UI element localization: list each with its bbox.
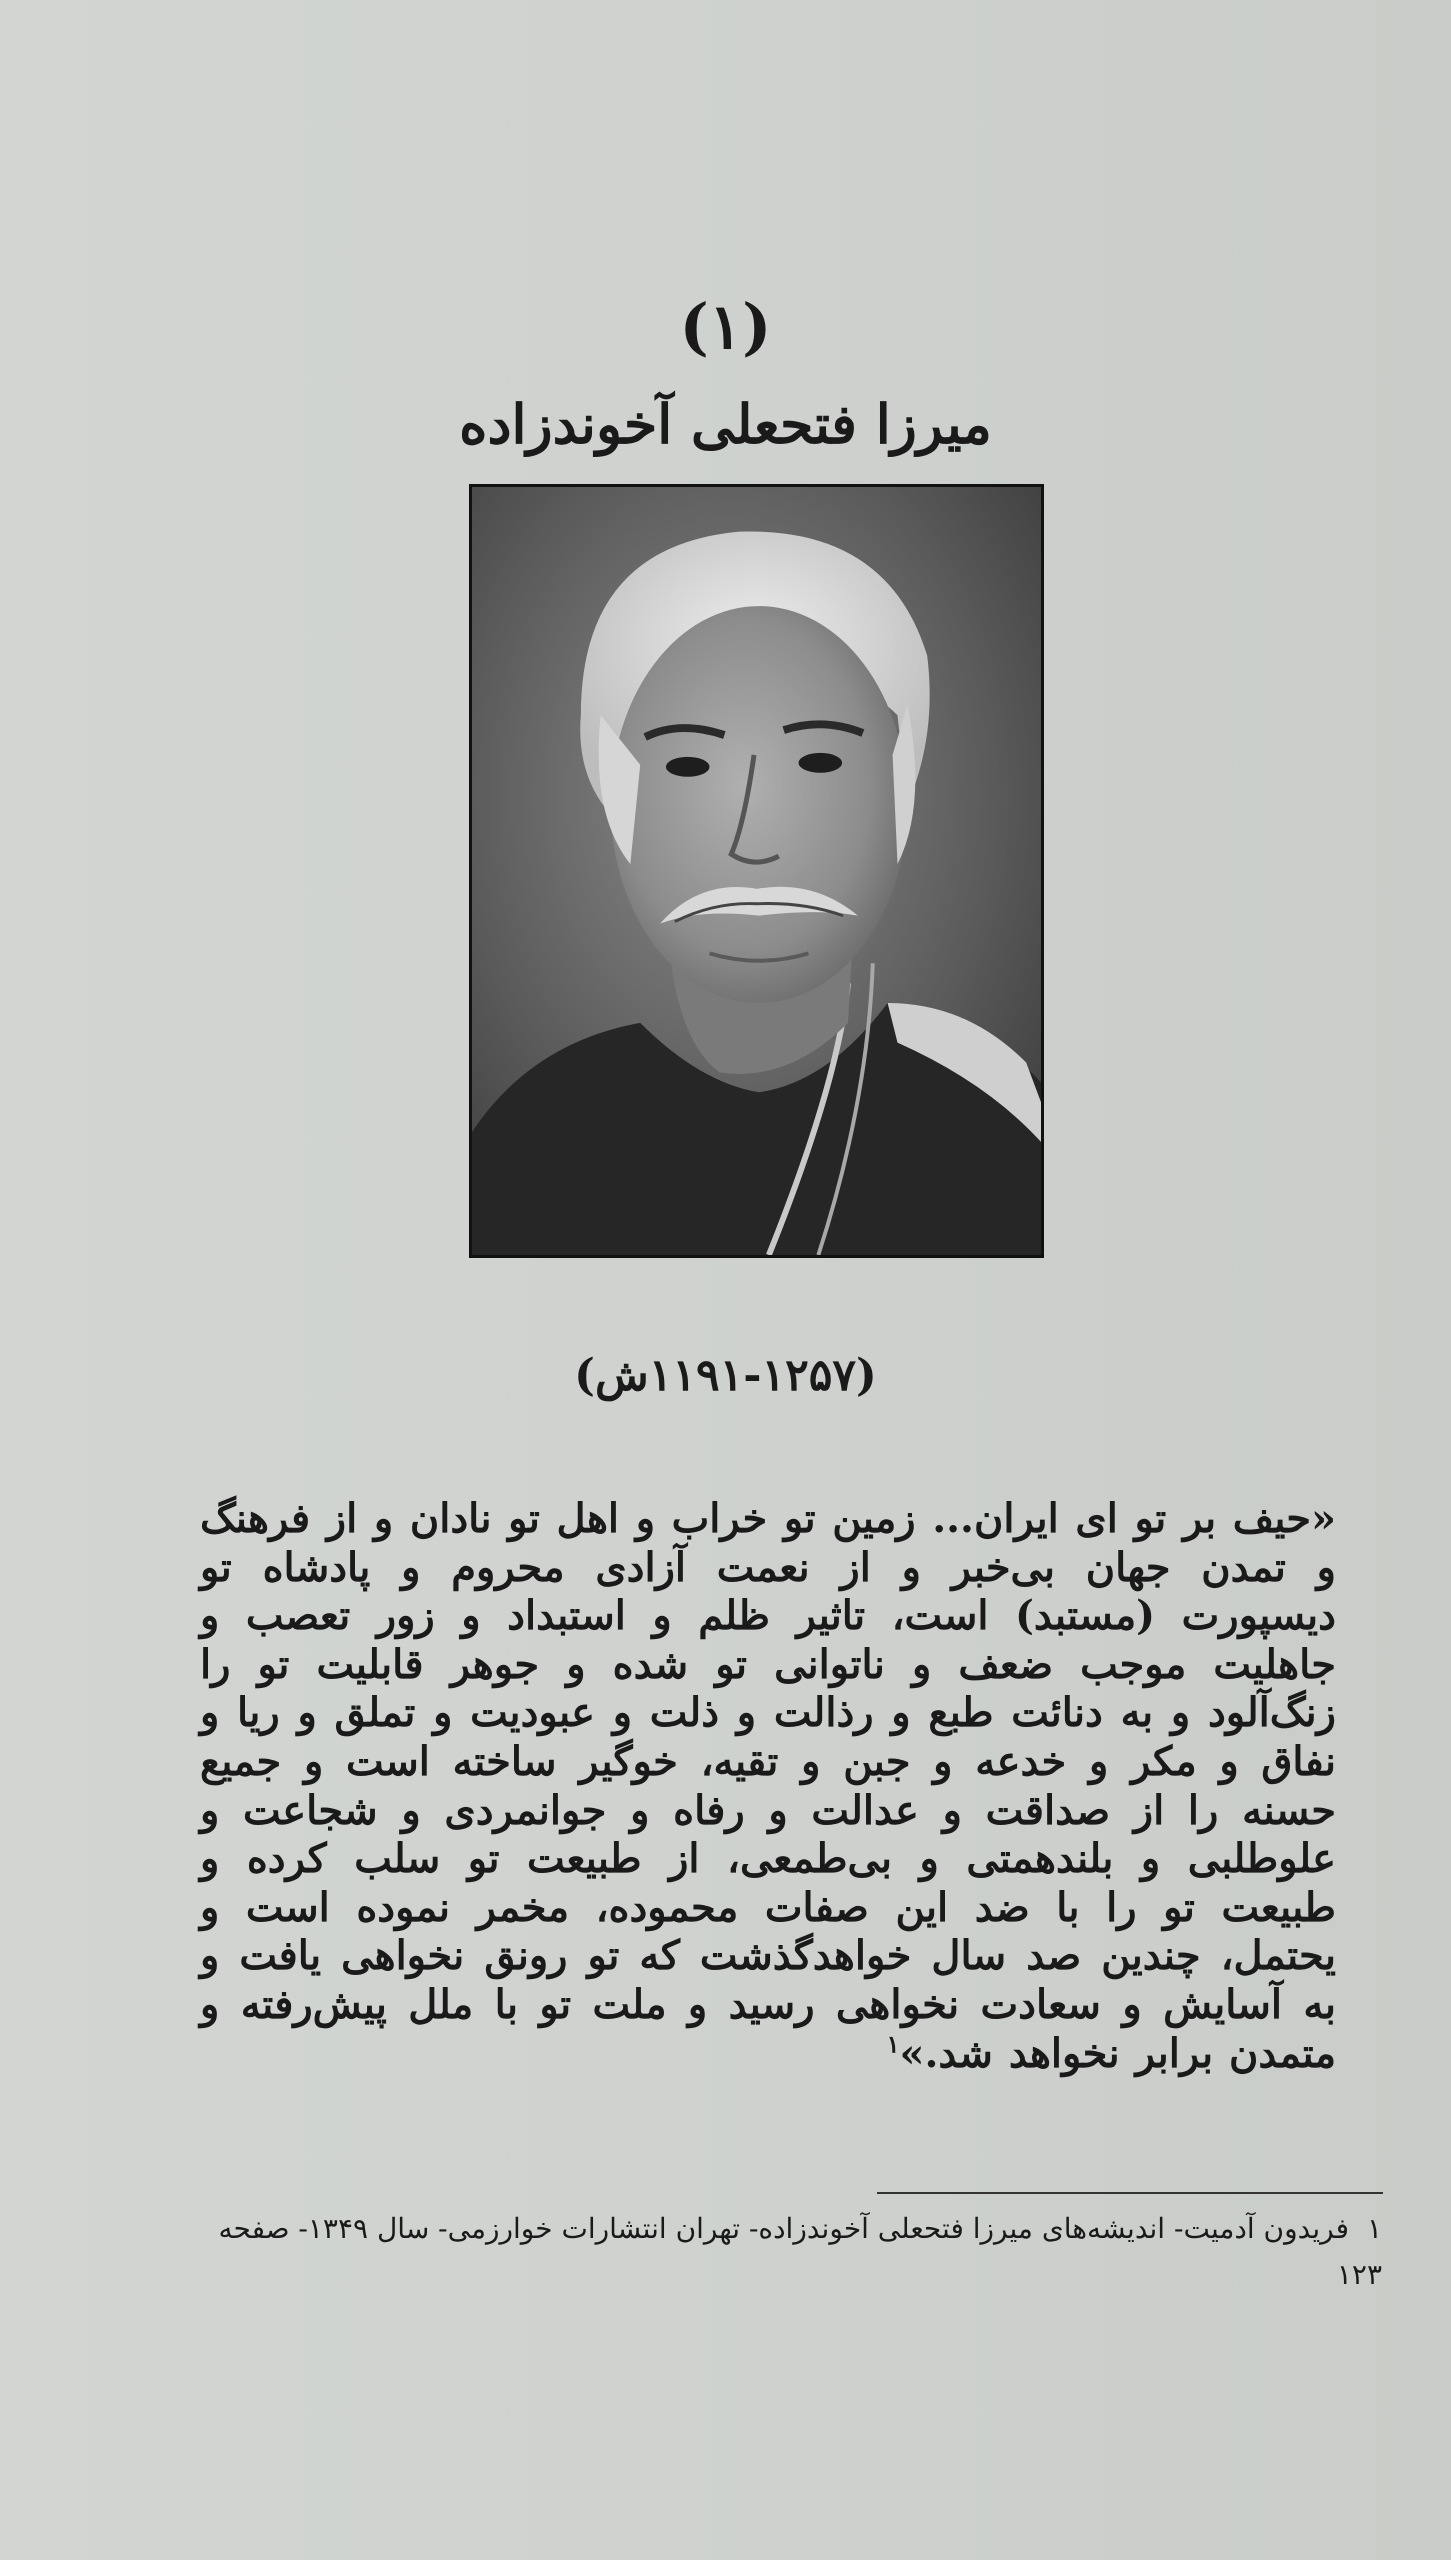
- lifespan-dates: (۱۱۹۱-۱۲۵۷ش): [574, 1350, 877, 1401]
- portrait-photo: [469, 484, 1044, 1258]
- quote-text: «حیف بر تو ای ایران... زمین تو خراب و اهل تو نادان و از فرهنگ و تمدن جهان بی‌خبر و از نعمت آزادی محروم و پادشاه تو دیسپورت (مستبد) است، تاثیر ظلم و استبداد و زور تعصب و جاهلیت موجب ضعف و ناتوانی تو شده و جوهر قابلیت تو را زنگ‌آلود و به دنائت طبع و رذالت و ذلت و عبودیت و تملق و ریا و نفاق و مکر و خدعه و جبن و تقیه، خوگیر ساخته است و جمیع حسنه را از صداقت و عدالت و رفاه و جوانمردی و شجاعت و علوطلبی و بلندهمتی و بی‌طمعی، از طبیعت تو سلب کرده و طبیعت تو را با ضد این صفات محموده، مخمر نموده است و یحتمل، چندین صد سال خواهدگذشت که تو رونق نخواهی یافت و به آسایش و سعادت نخواهی رسید و ملت تو با ملل پیش‌رفته و متمدن برابر نخواهد شد.»: [200, 1495, 1336, 2077]
- quote-paragraph: [200, 1495, 1336, 2078]
- footnote: [170, 2206, 1382, 2298]
- footnote-marker: ۱: [886, 2029, 900, 2059]
- footnote-text: فریدون آدمیت- اندیشه‌های میرزا فتحعلی آخوندزاده- تهران انتشارات خوارزمی- سال ۱۳۴۹- صفحه ۱۲۳: [218, 2212, 1382, 2291]
- page-title: میرزا فتحعلی آخوندزاده: [459, 392, 992, 456]
- footnote-divider: [877, 2192, 1383, 2194]
- footnote-number: ۱: [1366, 2212, 1382, 2245]
- portrait-illustration: [472, 487, 1041, 1255]
- chapter-number: (۱): [679, 290, 772, 363]
